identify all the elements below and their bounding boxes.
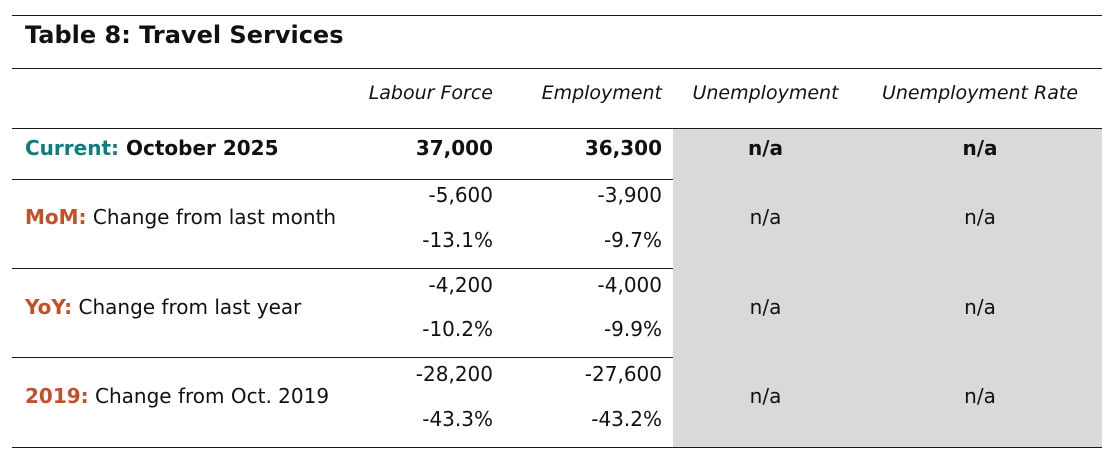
y2019-prefix: 2019: (25, 384, 89, 408)
current-labour-force: 37,000 (415, 136, 493, 160)
yoy-labour-force-abs: -4,200 (428, 273, 493, 297)
yoy-prefix: YoY: (25, 295, 73, 319)
current-employment: 36,300 (584, 136, 662, 160)
header-unemployment-rate: Unemployment Rate (881, 82, 1079, 104)
header-labour-force: Labour Force (368, 82, 493, 104)
yoy-employment-abs: -4,000 (597, 273, 662, 297)
table-row-label (25, 383, 329, 409)
mom-prefix: MoM: (25, 205, 87, 229)
mom-employment-abs: -3,900 (597, 183, 662, 207)
yoy-employment-pct: -9.9% (603, 317, 662, 341)
mom-labour-force-abs: -5,600 (428, 183, 493, 207)
current-prefix: Current: (25, 136, 120, 160)
y2019-labour-force-pct: -43.3% (422, 407, 493, 431)
mom-unemployment-rate: n/a (964, 205, 996, 229)
y2019-text: Change from Oct. 2019 (95, 384, 330, 408)
mom-unemployment: n/a (749, 205, 782, 229)
y2019-employment-abs: -27,600 (584, 362, 662, 386)
y2019-employment-pct: -43.2% (591, 407, 662, 431)
yoy-unemployment: n/a (749, 295, 782, 319)
top-rule (12, 15, 1102, 16)
bottom-rule (12, 447, 1102, 448)
y2019-unemployment-rate: n/a (964, 384, 996, 408)
header-unemployment: Unemployment (692, 82, 839, 104)
current-unemployment: n/a (747, 136, 784, 160)
current-unemployment-rate: n/a (962, 136, 998, 160)
title-rule (12, 68, 1102, 69)
y2019-unemployment: n/a (749, 384, 782, 408)
yoy-labour-force-pct: -10.2% (422, 317, 493, 341)
table-title: Table 8: Travel Services (25, 21, 344, 49)
mom-employment-pct: -9.7% (603, 228, 662, 252)
table-row-label (25, 204, 336, 230)
header-employment: Employment (541, 82, 662, 104)
y2019-labour-force-abs: -28,200 (415, 362, 493, 386)
table-row-label (25, 294, 301, 320)
yoy-text: Change from last year (78, 295, 302, 319)
yoy-unemployment-rate: n/a (964, 295, 996, 319)
current-row-label (25, 135, 279, 161)
mom-text: Change from last month (92, 205, 337, 229)
current-period: October 2025 (125, 136, 279, 160)
mom-labour-force-pct: -13.1% (422, 228, 493, 252)
